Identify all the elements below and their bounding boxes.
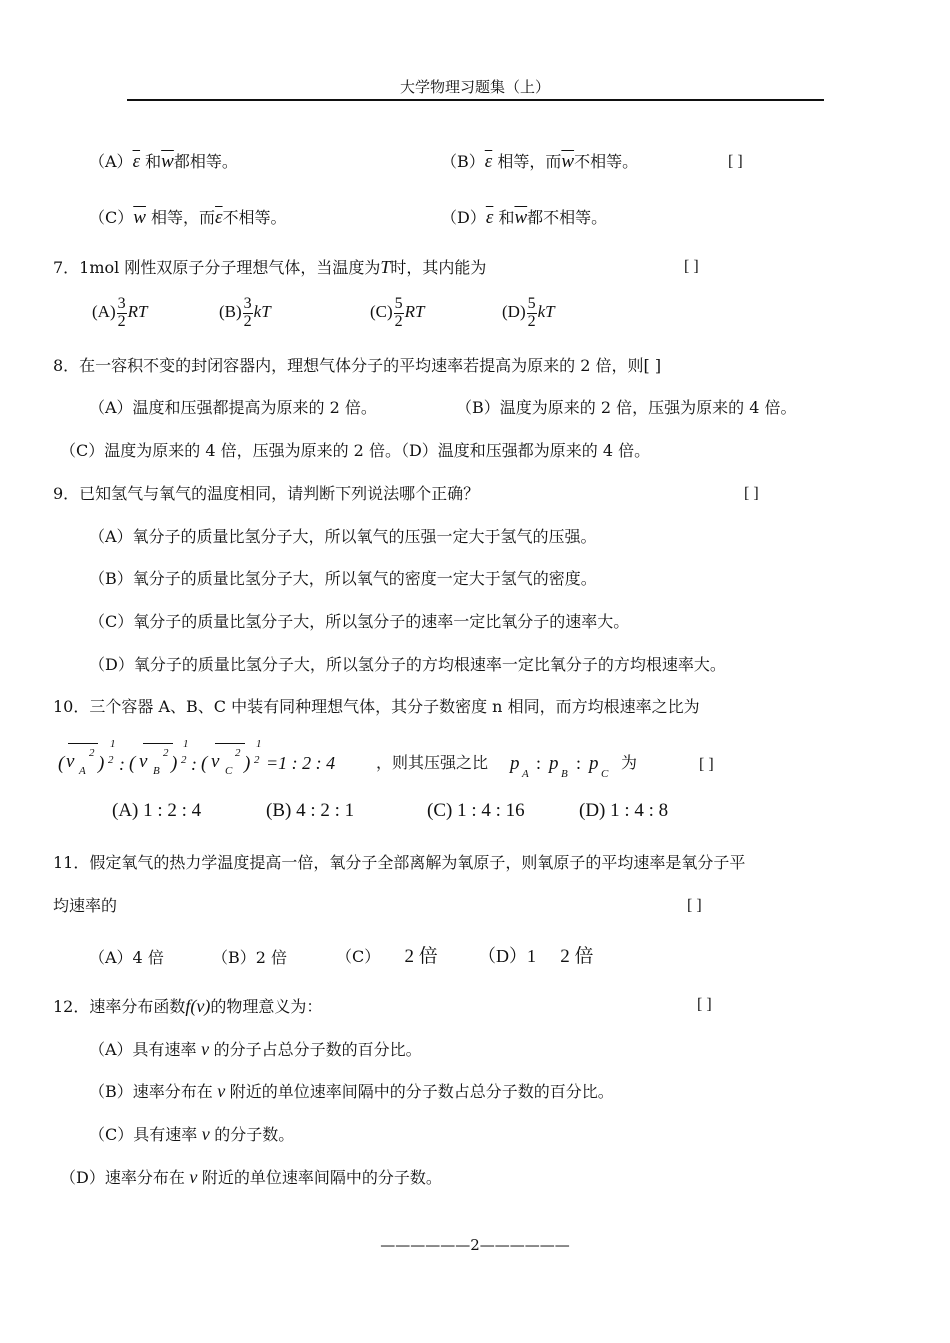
q7-option-b: (B) $\frac{3}{2}$ kT bbox=[219, 295, 271, 330]
q7-option-d: (D) $\frac{5}{2}$ kT bbox=[502, 295, 555, 330]
q9-option-d: （D）氧分子的质量比氢分子大，所以氢分子的方均根速率一定比氧分子的方均根速率大。 bbox=[89, 655, 726, 674]
q10-option-a: (A) 1 : 2 : 4 bbox=[112, 800, 202, 821]
q6-option-c: $(C)\overline{w}$ 相等，而$\overline{\varepsilon}$不相等。 bbox=[89, 207, 287, 228]
q10-rms-ratio: ( v A 2 ) 2 1 : ( v B 2 ) 2 1 : ( v C 2 ) 2 1 =1 : 2 : 4 ，则其压强之比 p A : p B : p C 为 bbox=[58, 738, 638, 780]
q8-option-b: （B）温度为原来的 2 倍，压强为原来的 4 倍。 bbox=[456, 398, 797, 417]
q12-option-b: （B）速率分布在 v 附近的单位速率间隔中的分子数占总分子数的百分比。 bbox=[89, 1081, 614, 1101]
q8-option-cd: （C）温度为原来的 4 倍，压强为原来的 2 倍。（D）温度和压强都为原来的 4 倍。 bbox=[60, 441, 651, 460]
q12-stem: 12．速率分布函数f(v)的物理意义为： bbox=[53, 996, 323, 1016]
q11-option-b: （B）2 倍 bbox=[212, 948, 288, 967]
q7-stem: 7．1mol 刚性双原子分子理想气体，当温度为T时，其内能为 bbox=[53, 257, 487, 277]
q10-option-c: (C) 1 : 4 : 16 bbox=[427, 800, 525, 821]
q9-stem: 9．已知氢气与氧气的温度相同，请判断下列说法哪个正确？ bbox=[53, 484, 480, 503]
q10-option-d: (D) 1 : 4 : 8 bbox=[579, 800, 669, 821]
q6-answer-bracket: [ ] bbox=[728, 153, 743, 170]
q7-answer-bracket: [ ] bbox=[684, 258, 699, 275]
q10-answer-bracket: [ ] bbox=[699, 756, 714, 773]
q10-option-b: (B) 4 : 2 : 1 bbox=[266, 800, 355, 821]
q9-option-c: （C）氧分子的质量比氢分子大，所以氢分子的速率一定比氧分子的速率大。 bbox=[89, 612, 630, 631]
page-number-footer: ——————2—————— bbox=[380, 1236, 570, 1254]
q7-option-a: (A) $\frac{3}{2}$ RT bbox=[92, 295, 148, 330]
q8-stem: 8．在一容积不变的封闭容器内，理想气体分子的平均速率若提高为原来的 2 倍，则[ ] bbox=[53, 356, 662, 375]
q12-option-d: （D）速率分布在 v 附近的单位速率间隔中的分子数。 bbox=[60, 1167, 442, 1187]
q6-option-a: $(A)\overline{\varepsilon}$ 和$\overline{w}$都相等。 bbox=[89, 151, 238, 172]
q11-stem-line1: 11．假定氧气的热力学温度提高一倍，氧分子全部离解为氧原子，则氧原子的平均速率是氧分子平 bbox=[53, 853, 746, 872]
page-header-title: 大学物理习题集（上） bbox=[399, 78, 550, 96]
q10-stem: 10．三个容器 A、B、C 中装有同种理想气体，其分子数密度 n 相同，而方均根速率之比为 bbox=[53, 697, 700, 716]
q11-answer-bracket: [ ] bbox=[687, 897, 702, 914]
q12-option-c: （C）具有速率 v 的分子数。 bbox=[89, 1124, 295, 1144]
q11-option-a: （A）4 倍 bbox=[89, 948, 164, 967]
q9-option-b: （B）氧分子的质量比氢分子大，所以氧气的密度一定大于氢气的密度。 bbox=[89, 569, 597, 588]
q6-option-d: $(D)\overline{\varepsilon}$ 和$\overline{w}$都不相等。 bbox=[441, 207, 608, 228]
q11-option-c: （C） 2 倍 bbox=[336, 946, 438, 967]
q11-option-d: （D）1 2 倍 bbox=[478, 946, 594, 967]
q6-option-b: $(B)\overline{\varepsilon}$ 相等，而$\overline{w}$不相等。 bbox=[441, 151, 639, 172]
q9-option-a: （A）氧分子的质量比氢分子大，所以氧气的压强一定大于氢气的压强。 bbox=[89, 527, 597, 546]
q12-option-a: （A）具有速率 v 的分子占总分子数的百分比。 bbox=[89, 1039, 422, 1059]
header-rule bbox=[127, 99, 824, 101]
q11-stem-line2: 均速率的 bbox=[53, 896, 118, 915]
q9-answer-bracket: [ ] bbox=[744, 485, 759, 502]
q8-option-a: （A）温度和压强都提高为原来的 2 倍。 bbox=[89, 398, 377, 417]
q12-answer-bracket: [ ] bbox=[697, 996, 712, 1013]
q7-option-c: (C) $\frac{5}{2}$ RT bbox=[370, 295, 425, 330]
